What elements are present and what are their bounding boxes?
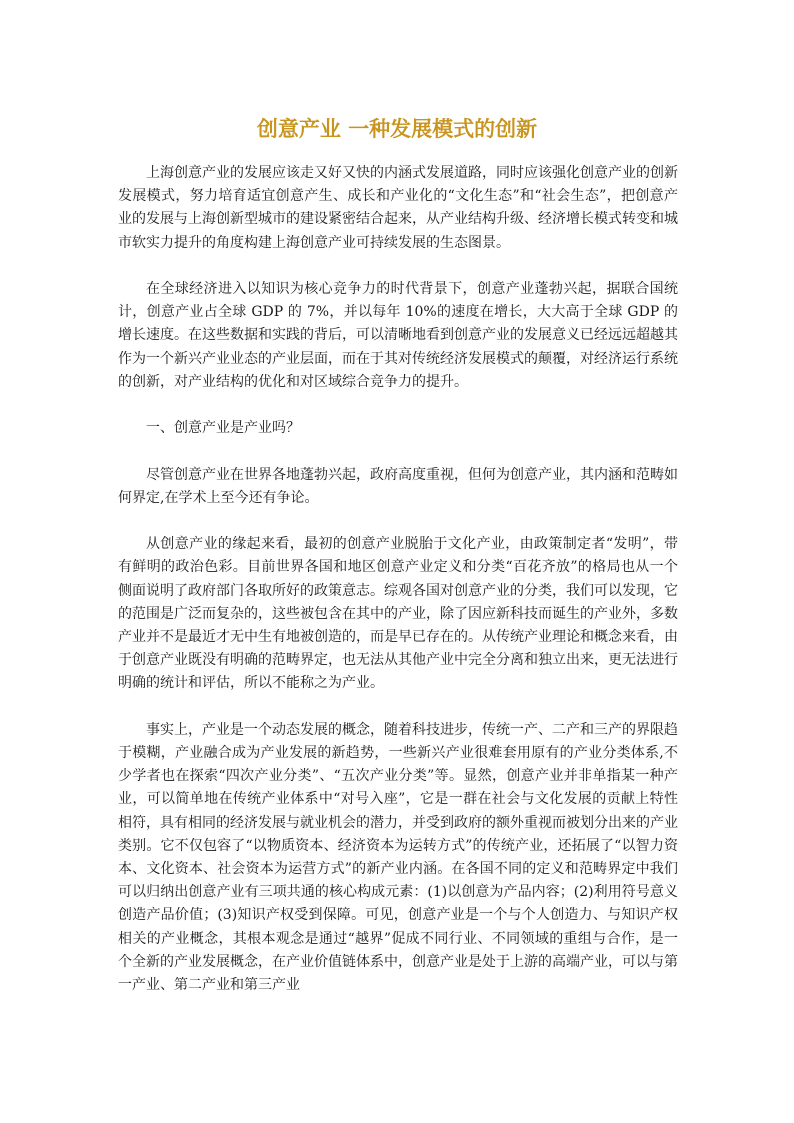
document-body	[118, 162, 678, 1020]
section-heading-1: 一、创意产业是产业吗？	[146, 420, 300, 437]
paragraph-intro: 上海创意产业的发展应该走又好又快的内涵式发展道路，同时应该强化创意产业的创新发展模式，努力培育适宜创意产生、成长和产业化的“文化生态”和“社会生态”，把创意产业的发展与上海创新型城市的建设紧密结合起来，从产业结构升级、经济增长模式转变和城市软实力提升的角度构建上海创意产业可持续发展的生态图景。	[118, 165, 678, 251]
paragraph-debate: 尽管创意产业在世界各地蓬勃兴起，政府高度重视，但何为创意产业，其内涵和范畴如何界定,在学术上至今还有争论。	[118, 466, 678, 506]
document-title: 创意产业 一种发展模式的创新	[256, 116, 538, 141]
paragraph-background: 在全球经济进入以知识为核心竞争力的时代背景下，创意产业蓬勃兴起，据联合国统计，创意产业占全球 GDP 的 7%，并以每年 10%的速度在增长，大大高于全球 GDP 的增长速度。在这些数据和实践的背后，可以清晰地看到创意产业的发展意义已经远远超越其作为一个新兴产业业态的产业层面，而在于其对传统经济发展模式的颠覆，对经济运行系统的创新，对产业结构的优化和对区域综合竞争力的提升。	[118, 281, 678, 390]
paragraph-origin: 从创意产业的缘起来看，最初的创意产业脱胎于文化产业，由政策制定者“发明”，带有鲜明的政治色彩。目前世界各国和地区创意产业定义和分类“百花齐放”的格局也从一个侧面说明了政府部门各取所好的政策意志。综观各国对创意产业的分类，我们可以发现，它的范围是广泛而复杂的，这些被包含在其中的产业，除了因应新科技而诞生的产业外，多数产业并不是最近才无中生有地被创造的，而是早已存在的。从传统产业理论和概念来看，由于创意产业既没有明确的范畴界定，也无法从其他产业中完全分离和独立出来，更无法进行明确的统计和评估，所以不能称之为产业。	[118, 536, 678, 692]
paragraph-fact: 事实上，产业是一个动态发展的概念，随着科技进步，传统一产、二产和三产的界限趋于模糊，产业融合成为产业发展的新趋势，一些新兴产业很难套用原有的产业分类体系,不少学者也在探索“四次产业分类”、“五次产业分类”等。显然，创意产业并非单指某一种产业，可以简单地在传统产业体系中“对号入座”，它是一群在社会与文化发展的贡献上特性相符，具有相同的经济发展与就业机会的潜力，并受到政府的额外重视而被划分出来的产业类别。它不仅包容了“以物质资本、经济资本为运转方式”的传统产业，还拓展了“以智力资本、文化资本、社会资本为运营方式”的新产业内涵。在各国不同的定义和范畴界定中我们可以归纳出创意产业有三项共通的核心构成元素：(1)以创意为产品内容；(2)利用符号意义创造产品价值；(3)知识产权受到保障。可见，创意产业是一个与个人创造力、与知识产权相关的产业概念，其根本观念是通过“越界”促成不同行业、不同领域的重组与合作，是一个全新的产业发展概念，在产业价值链体系中，创意产业是处于上游的高端产业，可以与第一产业、第二产业和第三产业	[118, 721, 678, 994]
